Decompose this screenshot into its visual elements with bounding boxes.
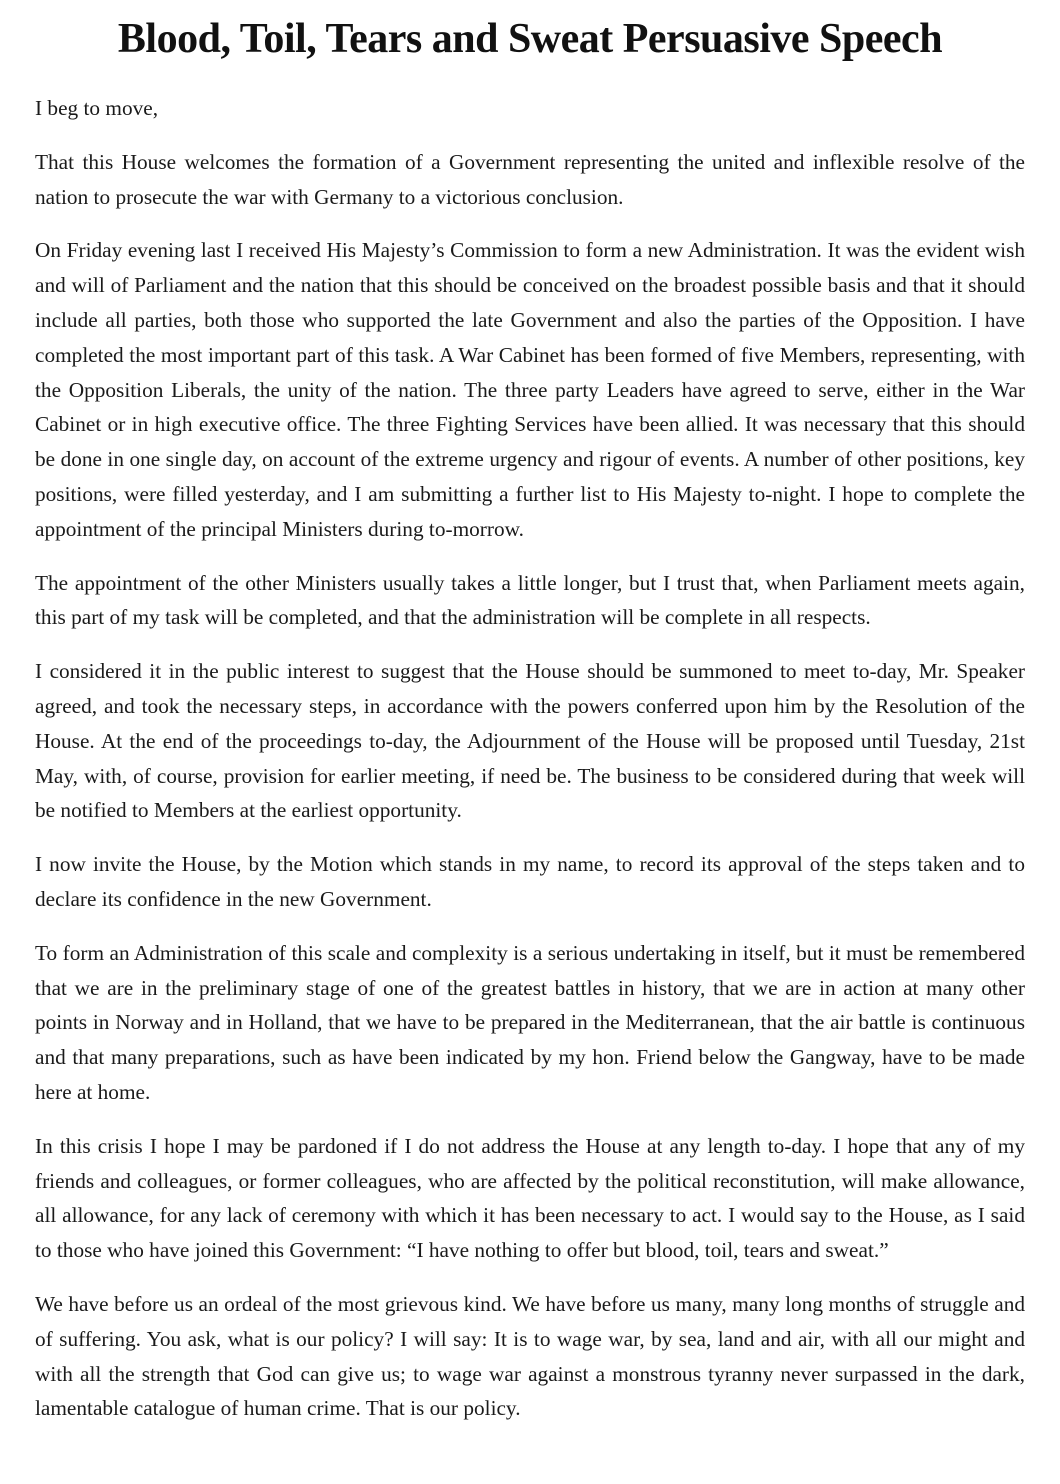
paragraph-motion: I beg to move, [35, 96, 159, 120]
paragraph-commission: On Friday evening last I received His Majesty’s Commission to form a new Administration. It was the evident wish and will of Parliament and the nation that this should be conceived on the broadest possible basis and that it should include all parties, both those who supported the late Government and also the parties of the Opposition. I have completed the most important part of this task. A War Cabinet has been formed of five Members, representing, with the Opposition Liberals, the unity of the nation. The three party Leaders have agreed to serve, either in the War Cabinet or in high executive office. The three Fighting Services have been allied. It was necessary that this should be done in one single day, on account of the extreme urgency and rigour of events. A number of other positions, key positions, were filled yesterday, and I am submitting a further list to His Majesty to-night. I hope to complete the appointment of the principal Ministers during to-morrow. [35, 238, 1025, 541]
paragraph-administration: To form an Administration of this scale and complexity is a serious undertaking in itself, but it must be remembered that we are in the preliminary stage of one of the greatest battles in history, that we are in action at many other points in Norway and in Holland, that we have to be prepared in the Mediterranean, that the air battle is continuous and that many preparations, such as have been indicated by my hon. Friend below the Gangway, have to be made here at home. [35, 940, 1025, 1104]
paragraph-adjournment: I considered it in the public interest to suggest that the House should be summoned to meet to-day, Mr. Speaker agreed, and took the necessary steps, in accordance with the powers conferred upon him by the Resolution of the House. At the end of the proceedings to-day, the Adjournment of the House will be proposed until Tuesday, 21st May, with, of course, provision for earlier meeting, if need be. The business to be considered during that week will be notified to Members at the earliest opportunity. [35, 659, 1025, 823]
paragraph-resolution: That this House welcomes the formation of a Government representing the united and inflexible resolve of the nation to prosecute the war with Germany to a victorious conclusion. [35, 149, 1025, 209]
paragraph-policy: We have before us an ordeal of the most grievous kind. We have before us many, many long months of struggle and of suffering. You ask, what is our policy? I will say: It is to wage war, by sea, land and air, with all our might and with all the strength that God can give us; to wage war against a monstrous tyranny never surpassed in the dark, lamentable catalogue of human crime. That is our policy. [35, 1291, 1025, 1421]
document-title: Blood, Toil, Tears and Sweat Persuasive Speech [117, 16, 943, 62]
paragraph-crisis: In this crisis I hope I may be pardoned if I do not address the House at any length to-day. I hope that any of my friends and colleagues, or former colleagues, who are affected by the political reconstitution, will make allowance, all allowance, for any lack of ceremony with which it has been necessary to act. I would say to the House, as I said to those who have joined this Government: “I have nothing to offer but blood, toil, tears and sweat.” [35, 1133, 1025, 1263]
document-page [35, 8, 1025, 1426]
paragraph-invitation: I now invite the House, by the Motion which stands in my name, to record its approval of the steps taken and to declare its confidence in the new Government. [35, 852, 1025, 911]
paragraph-other-ministers: The appointment of the other Ministers usually takes a little longer, but I trust that, when Parliament meets again, this part of my task will be completed, and that the administration will be complete in all respects. [35, 570, 1025, 630]
